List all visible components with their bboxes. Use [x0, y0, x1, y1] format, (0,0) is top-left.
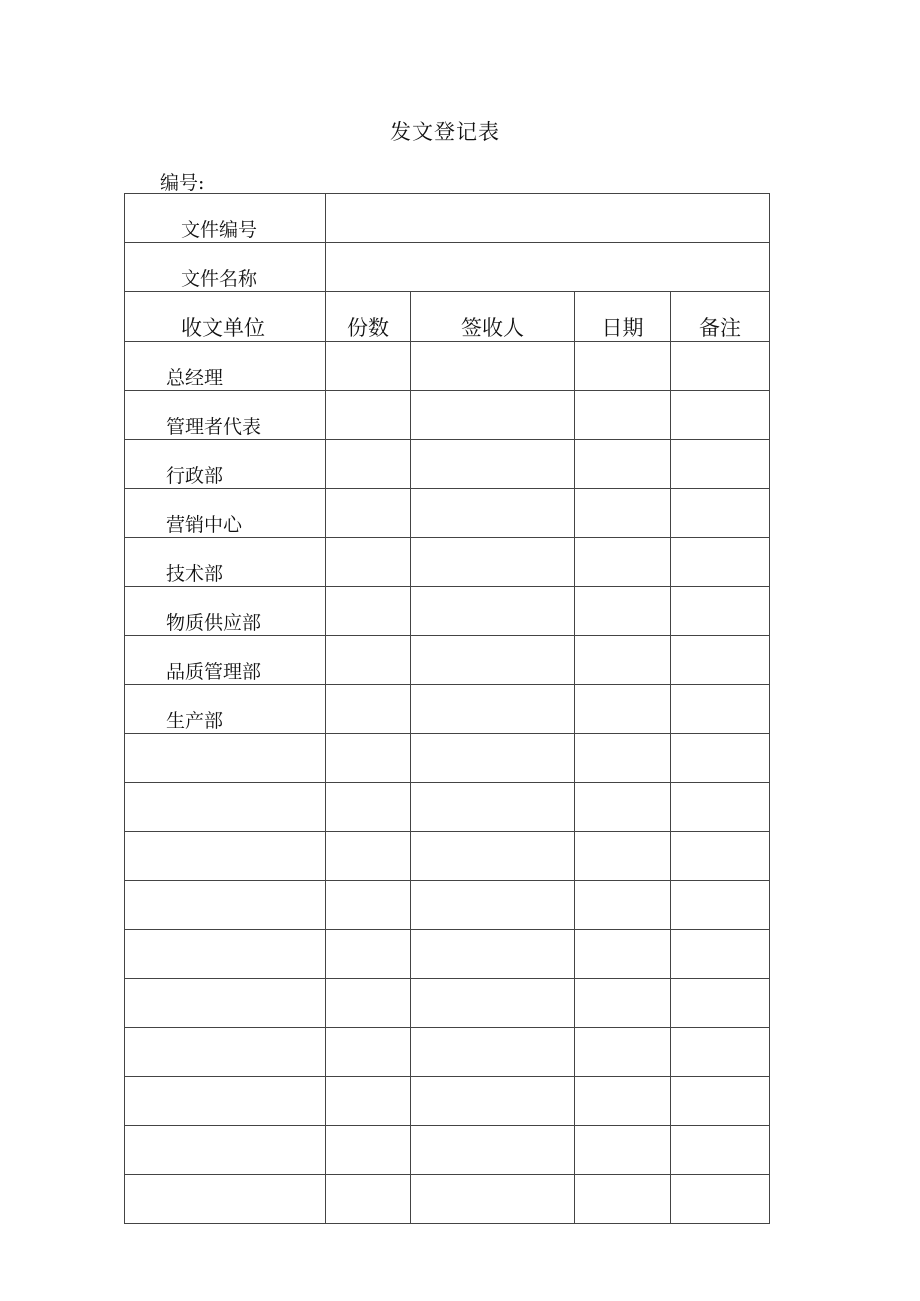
- file-number-field[interactable]: [326, 194, 770, 243]
- recipient-unit-cell: [125, 1028, 326, 1077]
- remarks-cell[interactable]: [671, 1126, 770, 1175]
- date-cell[interactable]: [575, 342, 671, 391]
- signer-cell[interactable]: [411, 1028, 575, 1077]
- signer-cell[interactable]: [411, 1126, 575, 1175]
- signer-cell[interactable]: [411, 538, 575, 587]
- table-row: [125, 881, 770, 930]
- recipient-unit-cell: 物质供应部: [125, 587, 326, 636]
- copies-cell[interactable]: [326, 636, 411, 685]
- dispatch-register-table: [124, 193, 770, 1224]
- remarks-cell[interactable]: [671, 881, 770, 930]
- remarks-cell[interactable]: [671, 685, 770, 734]
- date-cell[interactable]: [575, 538, 671, 587]
- remarks-cell[interactable]: [671, 587, 770, 636]
- date-cell[interactable]: [575, 930, 671, 979]
- file-name-row: [125, 243, 770, 292]
- remarks-cell[interactable]: [671, 1077, 770, 1126]
- table-row: [125, 979, 770, 1028]
- serial-number-label: 编号:: [160, 172, 205, 194]
- signer-cell[interactable]: [411, 489, 575, 538]
- copies-cell[interactable]: [326, 1126, 411, 1175]
- date-cell[interactable]: [575, 391, 671, 440]
- date-cell[interactable]: [575, 832, 671, 881]
- copies-cell[interactable]: [326, 587, 411, 636]
- column-header-row: [125, 292, 770, 342]
- table-row: [125, 1126, 770, 1175]
- file-number-label: 文件编号: [125, 194, 326, 243]
- date-cell[interactable]: [575, 881, 671, 930]
- table-row: [125, 538, 770, 587]
- recipient-unit-cell: [125, 1175, 326, 1224]
- signer-cell[interactable]: [411, 636, 575, 685]
- recipient-unit-cell: [125, 1126, 326, 1175]
- recipient-unit-cell: 管理者代表: [125, 391, 326, 440]
- table-row: [125, 440, 770, 489]
- file-number-row: [125, 194, 770, 243]
- signer-cell[interactable]: [411, 685, 575, 734]
- table-row: [125, 391, 770, 440]
- table-row: [125, 1175, 770, 1224]
- recipient-unit-cell: [125, 734, 326, 783]
- table-row: [125, 489, 770, 538]
- copies-cell[interactable]: [326, 979, 411, 1028]
- copies-cell[interactable]: [326, 734, 411, 783]
- copies-cell[interactable]: [326, 1028, 411, 1077]
- copies-cell[interactable]: [326, 832, 411, 881]
- signer-cell[interactable]: [411, 1077, 575, 1126]
- table-row: [125, 587, 770, 636]
- date-cell[interactable]: [575, 1126, 671, 1175]
- date-cell[interactable]: [575, 1175, 671, 1224]
- signer-cell[interactable]: [411, 979, 575, 1028]
- date-cell[interactable]: [575, 685, 671, 734]
- recipient-unit-cell: [125, 783, 326, 832]
- recipient-unit-cell: [125, 832, 326, 881]
- recipient-unit-cell: 品质管理部: [125, 636, 326, 685]
- copies-cell[interactable]: [326, 685, 411, 734]
- remarks-cell[interactable]: [671, 783, 770, 832]
- remarks-cell[interactable]: [671, 930, 770, 979]
- column-header-date: 日期: [575, 292, 671, 342]
- table-row: [125, 636, 770, 685]
- copies-cell[interactable]: [326, 391, 411, 440]
- date-cell[interactable]: [575, 636, 671, 685]
- date-cell[interactable]: [575, 587, 671, 636]
- table-row: [125, 783, 770, 832]
- table-row: [125, 734, 770, 783]
- remarks-cell[interactable]: [671, 391, 770, 440]
- recipient-unit-cell: [125, 1077, 326, 1126]
- remarks-cell[interactable]: [671, 979, 770, 1028]
- remarks-cell[interactable]: [671, 636, 770, 685]
- date-cell[interactable]: [575, 979, 671, 1028]
- copies-cell[interactable]: [326, 1077, 411, 1126]
- copies-cell[interactable]: [326, 1175, 411, 1224]
- remarks-cell[interactable]: [671, 832, 770, 881]
- signer-cell[interactable]: [411, 832, 575, 881]
- recipient-unit-cell: [125, 979, 326, 1028]
- recipient-unit-cell: 行政部: [125, 440, 326, 489]
- table-row: [125, 930, 770, 979]
- table-row: [125, 685, 770, 734]
- table-row: [125, 342, 770, 391]
- signer-cell[interactable]: [411, 391, 575, 440]
- file-name-field[interactable]: [326, 243, 770, 292]
- remarks-cell[interactable]: [671, 342, 770, 391]
- column-header-recipient-unit: 收文单位: [125, 292, 326, 342]
- signer-cell[interactable]: [411, 1175, 575, 1224]
- signer-cell[interactable]: [411, 342, 575, 391]
- column-header-signer: 签收人: [411, 292, 575, 342]
- remarks-cell[interactable]: [671, 1028, 770, 1077]
- date-cell[interactable]: [575, 489, 671, 538]
- recipient-unit-cell: 技术部: [125, 538, 326, 587]
- date-cell[interactable]: [575, 734, 671, 783]
- signer-cell[interactable]: [411, 783, 575, 832]
- copies-cell[interactable]: [326, 489, 411, 538]
- signer-cell[interactable]: [411, 734, 575, 783]
- remarks-cell[interactable]: [671, 1175, 770, 1224]
- table-row: [125, 1028, 770, 1077]
- copies-cell[interactable]: [326, 930, 411, 979]
- remarks-cell[interactable]: [671, 538, 770, 587]
- column-header-remarks: 备注: [671, 292, 770, 342]
- recipient-unit-cell: 营销中心: [125, 489, 326, 538]
- date-cell[interactable]: [575, 440, 671, 489]
- recipient-unit-cell: [125, 930, 326, 979]
- copies-cell[interactable]: [326, 440, 411, 489]
- recipient-unit-cell: 总经理: [125, 342, 326, 391]
- copies-cell[interactable]: [326, 342, 411, 391]
- recipient-unit-cell: 生产部: [125, 685, 326, 734]
- column-header-copies: 份数: [326, 292, 411, 342]
- date-cell[interactable]: [575, 1028, 671, 1077]
- copies-cell[interactable]: [326, 881, 411, 930]
- signer-cell[interactable]: [411, 881, 575, 930]
- document-title: 发文登记表: [390, 120, 500, 144]
- date-cell[interactable]: [575, 783, 671, 832]
- table-row: [125, 832, 770, 881]
- recipient-unit-cell: [125, 881, 326, 930]
- copies-cell[interactable]: [326, 538, 411, 587]
- signer-cell[interactable]: [411, 930, 575, 979]
- file-name-label: 文件名称: [125, 243, 326, 292]
- signer-cell[interactable]: [411, 440, 575, 489]
- remarks-cell[interactable]: [671, 440, 770, 489]
- copies-cell[interactable]: [326, 783, 411, 832]
- remarks-cell[interactable]: [671, 489, 770, 538]
- signer-cell[interactable]: [411, 587, 575, 636]
- date-cell[interactable]: [575, 1077, 671, 1126]
- remarks-cell[interactable]: [671, 734, 770, 783]
- table-row: [125, 1077, 770, 1126]
